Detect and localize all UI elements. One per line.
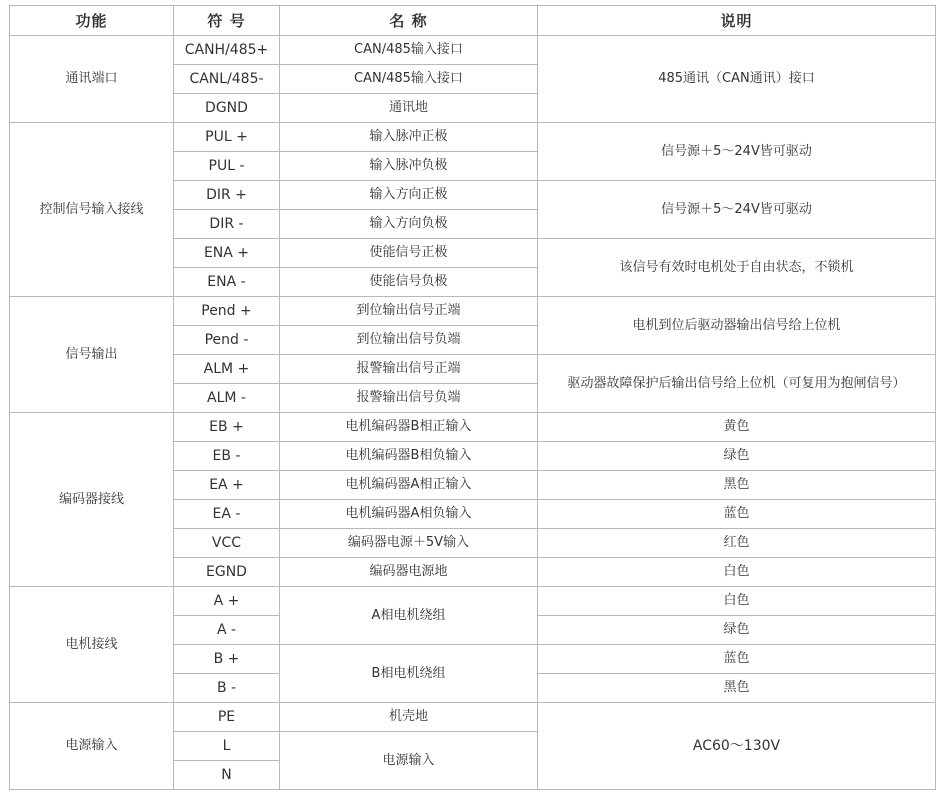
- symbol-cell: EGND: [174, 558, 280, 587]
- symbol-cell: L: [174, 732, 280, 761]
- group-encoder-wiring: 编码器接线: [10, 413, 174, 587]
- name-cell: 通讯地: [280, 94, 538, 123]
- name-cell: A相电机绕组: [280, 587, 538, 645]
- description-cell: 驱动器故障保护后输出信号给上位机（可复用为抱闸信号）: [538, 355, 936, 413]
- description-cell: 485通讯（CAN通讯）接口: [538, 36, 936, 123]
- description-cell: 白色: [538, 587, 936, 616]
- name-cell: 输入脉冲正极: [280, 123, 538, 152]
- description-cell: 该信号有效时电机处于自由状态，不锁机: [538, 239, 936, 297]
- name-cell: 编码器电源地: [280, 558, 538, 587]
- description-cell: 黑色: [538, 674, 936, 703]
- symbol-cell: ALM +: [174, 355, 280, 384]
- group-motor-wiring: 电机接线: [10, 587, 174, 703]
- name-cell: 编码器电源＋5V输入: [280, 529, 538, 558]
- name-cell: 电机编码器B相正输入: [280, 413, 538, 442]
- description-cell: 红色: [538, 529, 936, 558]
- symbol-cell: Pend -: [174, 326, 280, 355]
- symbol-cell: Pend +: [174, 297, 280, 326]
- description-cell: 信号源＋5～24V皆可驱动: [538, 123, 936, 181]
- table-row: [10, 703, 936, 732]
- group-signal-output: 信号输出: [10, 297, 174, 413]
- header-row: [10, 6, 936, 36]
- symbol-cell: A -: [174, 616, 280, 645]
- header-name: 名 称: [280, 6, 538, 36]
- symbol-cell: DGND: [174, 94, 280, 123]
- symbol-cell: EA +: [174, 471, 280, 500]
- pinout-table: [9, 5, 936, 790]
- header-description: 说明: [538, 6, 936, 36]
- name-cell: 输入脉冲负极: [280, 152, 538, 181]
- group-communication: 通讯端口: [10, 36, 174, 123]
- symbol-cell: B +: [174, 645, 280, 674]
- symbol-cell: EA -: [174, 500, 280, 529]
- name-cell: 到位输出信号正端: [280, 297, 538, 326]
- symbol-cell: CANL/485-: [174, 65, 280, 94]
- group-control-input: 控制信号输入接线: [10, 123, 174, 297]
- symbol-cell: PUL -: [174, 152, 280, 181]
- header-symbol: 符 号: [174, 6, 280, 36]
- description-cell: AC60～130V: [538, 703, 936, 790]
- symbol-cell: ENA -: [174, 268, 280, 297]
- name-cell: 使能信号正极: [280, 239, 538, 268]
- table-row: [10, 413, 936, 442]
- name-cell: 电机编码器B相负输入: [280, 442, 538, 471]
- name-cell: B相电机绕组: [280, 645, 538, 703]
- symbol-cell: DIR -: [174, 210, 280, 239]
- table-row: [10, 36, 936, 65]
- name-cell: 到位输出信号负端: [280, 326, 538, 355]
- description-cell: 绿色: [538, 616, 936, 645]
- symbol-cell: B -: [174, 674, 280, 703]
- description-cell: 黑色: [538, 471, 936, 500]
- symbol-cell: PUL +: [174, 123, 280, 152]
- description-cell: 蓝色: [538, 500, 936, 529]
- description-cell: 信号源＋5～24V皆可驱动: [538, 181, 936, 239]
- symbol-cell: N: [174, 761, 280, 790]
- symbol-cell: DIR +: [174, 181, 280, 210]
- name-cell: 机壳地: [280, 703, 538, 732]
- description-cell: 电机到位后驱动器输出信号给上位机: [538, 297, 936, 355]
- symbol-cell: VCC: [174, 529, 280, 558]
- name-cell: 报警输出信号正端: [280, 355, 538, 384]
- group-power-input: 电源输入: [10, 703, 174, 790]
- table-row: [10, 123, 936, 152]
- description-cell: 黄色: [538, 413, 936, 442]
- name-cell: 电源输入: [280, 732, 538, 790]
- symbol-cell: CANH/485+: [174, 36, 280, 65]
- symbol-cell: EB -: [174, 442, 280, 471]
- symbol-cell: ALM -: [174, 384, 280, 413]
- name-cell: CAN/485输入接口: [280, 36, 538, 65]
- name-cell: 电机编码器A相负输入: [280, 500, 538, 529]
- symbol-cell: A +: [174, 587, 280, 616]
- description-cell: 白色: [538, 558, 936, 587]
- symbol-cell: PE: [174, 703, 280, 732]
- name-cell: CAN/485输入接口: [280, 65, 538, 94]
- description-cell: 蓝色: [538, 645, 936, 674]
- name-cell: 输入方向负极: [280, 210, 538, 239]
- name-cell: 报警输出信号负端: [280, 384, 538, 413]
- table-row: [10, 297, 936, 326]
- header-function: 功能: [10, 6, 174, 36]
- table-row: [10, 587, 936, 616]
- description-cell: 绿色: [538, 442, 936, 471]
- name-cell: 输入方向正极: [280, 181, 538, 210]
- name-cell: 电机编码器A相正输入: [280, 471, 538, 500]
- symbol-cell: EB +: [174, 413, 280, 442]
- name-cell: 使能信号负极: [280, 268, 538, 297]
- symbol-cell: ENA +: [174, 239, 280, 268]
